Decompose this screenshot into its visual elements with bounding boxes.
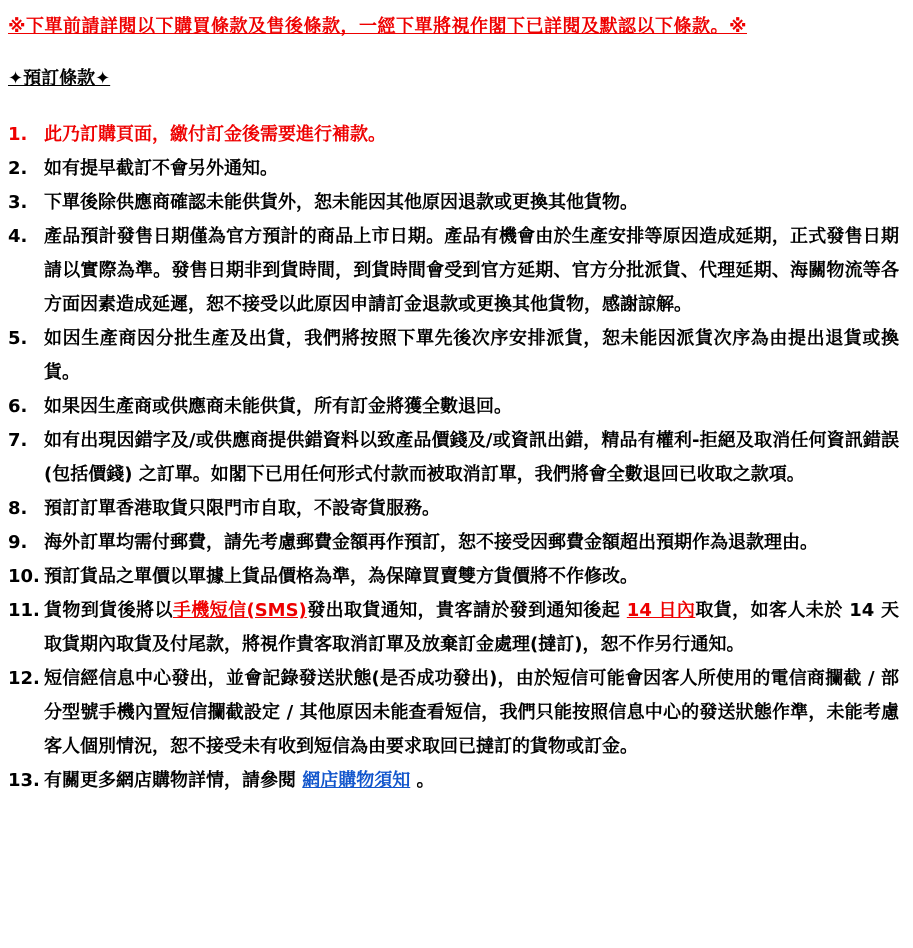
term-item [8,662,899,764]
term-text [44,526,899,560]
term-number: 7. [8,430,28,452]
term-item [8,390,899,424]
term-text-segment: 如因生產商因分批生產及出貨，我們將按照下單先後次序安排派貨，恕未能因派貨次序為由提出退貨或換貨。 [44,328,899,384]
term-number: 1. [8,124,28,146]
term-text-segment: 海外訂單均需付郵費，請先考慮郵費金額再作預訂，恕不接受因郵費金額超出預期作為退款理由。 [44,532,818,554]
term-item [8,424,899,492]
term-text-segment: 貨物到貨後將以 [44,600,173,622]
preorder-terms-header: ✦預訂條款✦ [8,68,111,90]
term-text-segment: 發出取貨通知，貴客請於發到通知後起 [306,600,627,622]
term-number: 9. [8,532,28,554]
term-number: 4. [8,226,28,248]
term-text [44,186,899,220]
terms-list [8,118,899,798]
term-text [44,118,899,152]
term-text-segment: 下單後除供應商確認未能供貨外，恕未能因其他原因退款或更換其他貨物。 [44,192,638,214]
term-item [8,118,899,152]
term-number: 11. [8,600,40,622]
term-text-segment: 有關更多網店購物詳情，請參閱 [44,770,303,792]
term-text-segment: 短信經信息中心發出，並會記錄發送狀態(是否成功發出)，由於短信可能會因客人所使用的電信商攔截 / 部分型號手機內置短信攔截設定 / 其他原因未能查看短信，我們只能按照信息中心的發送狀態作準，未能考慮客人個別情況，恕不接受未有收到短信為由要求取回已撻訂的貨物或訂金。 [44,668,899,758]
term-number: 2. [8,158,28,180]
term-number: 12. [8,668,40,690]
term-item [8,220,899,322]
term-text [44,492,899,526]
term-text [44,390,899,424]
term-number: 6. [8,396,28,418]
term-number: 10. [8,566,40,588]
term-item [8,322,899,390]
term-text [44,594,899,662]
term-text-segment: 如有提早截訂不會另外通知。 [44,158,278,180]
term-text [44,662,899,764]
term-text [44,560,899,594]
term-text-segment: 產品預計發售日期僅為官方預計的商品上市日期。產品有機會由於生產安排等原因造成延期，正式發售日期請以實際為準。發售日期非到貨時間，到貨時間會受到官方延期、官方分批派貨、代理延期、海關物流等各方面因素造成延遲，恕不接受以此原因申請訂金退款或更換其他貨物，感謝諒解。 [44,226,899,316]
term-item [8,186,899,220]
term-text-segment: 如有出現因錯字及/或供應商提供錯資料以致產品價錢及/或資訊出錯，精品有權利-拒絕及取消任何資訊錯誤(包括價錢) 之訂單。如閣下已用任何形式付款而被取消訂單，我們將會全數退回已收取之款項。 [44,430,899,486]
shop-guide-link[interactable]: 網店購物須知 [302,770,411,792]
term-text [44,220,899,322]
term-text-segment: 此乃訂購頁面，繳付訂金後需要進行補款。 [44,124,386,146]
term-highlight: 手機短信(SMS) [172,600,307,622]
term-item [8,594,899,662]
term-text [44,764,899,798]
term-number: 5. [8,328,28,350]
term-text-segment: 如果因生產商或供應商未能供貨，所有訂金將獲全數退回。 [44,396,512,418]
term-text-segment: 預訂貨品之單價以單據上貨品價格為準，為保障買賣雙方貨價將不作修改。 [44,566,638,588]
term-number: 3. [8,192,28,214]
term-text [44,424,899,492]
term-highlight: 14 日內 [626,600,696,622]
term-text-segment: 預訂訂單香港取貨只限門市自取，不設寄貨服務。 [44,498,440,520]
terms-notice-title: ※下單前請詳閱以下購買條款及售後條款，一經下單將視作閣下已詳閱及默認以下條款。※ [8,16,747,37]
term-text-segment: 取貨，如客人未於 14 天取貨期內取貨及付尾款，將視作貴客取消訂單及放棄訂金處理(撻訂)，恕不作另行通知。 [44,600,899,656]
term-number: 8. [8,498,28,520]
term-item [8,526,899,560]
term-item [8,764,899,798]
term-item [8,560,899,594]
preorder-terms-page [8,14,899,798]
term-text [44,152,899,186]
term-item [8,492,899,526]
term-text-segment: 。 [410,770,435,792]
term-text [44,322,899,390]
term-number: 13. [8,770,40,792]
term-item [8,152,899,186]
